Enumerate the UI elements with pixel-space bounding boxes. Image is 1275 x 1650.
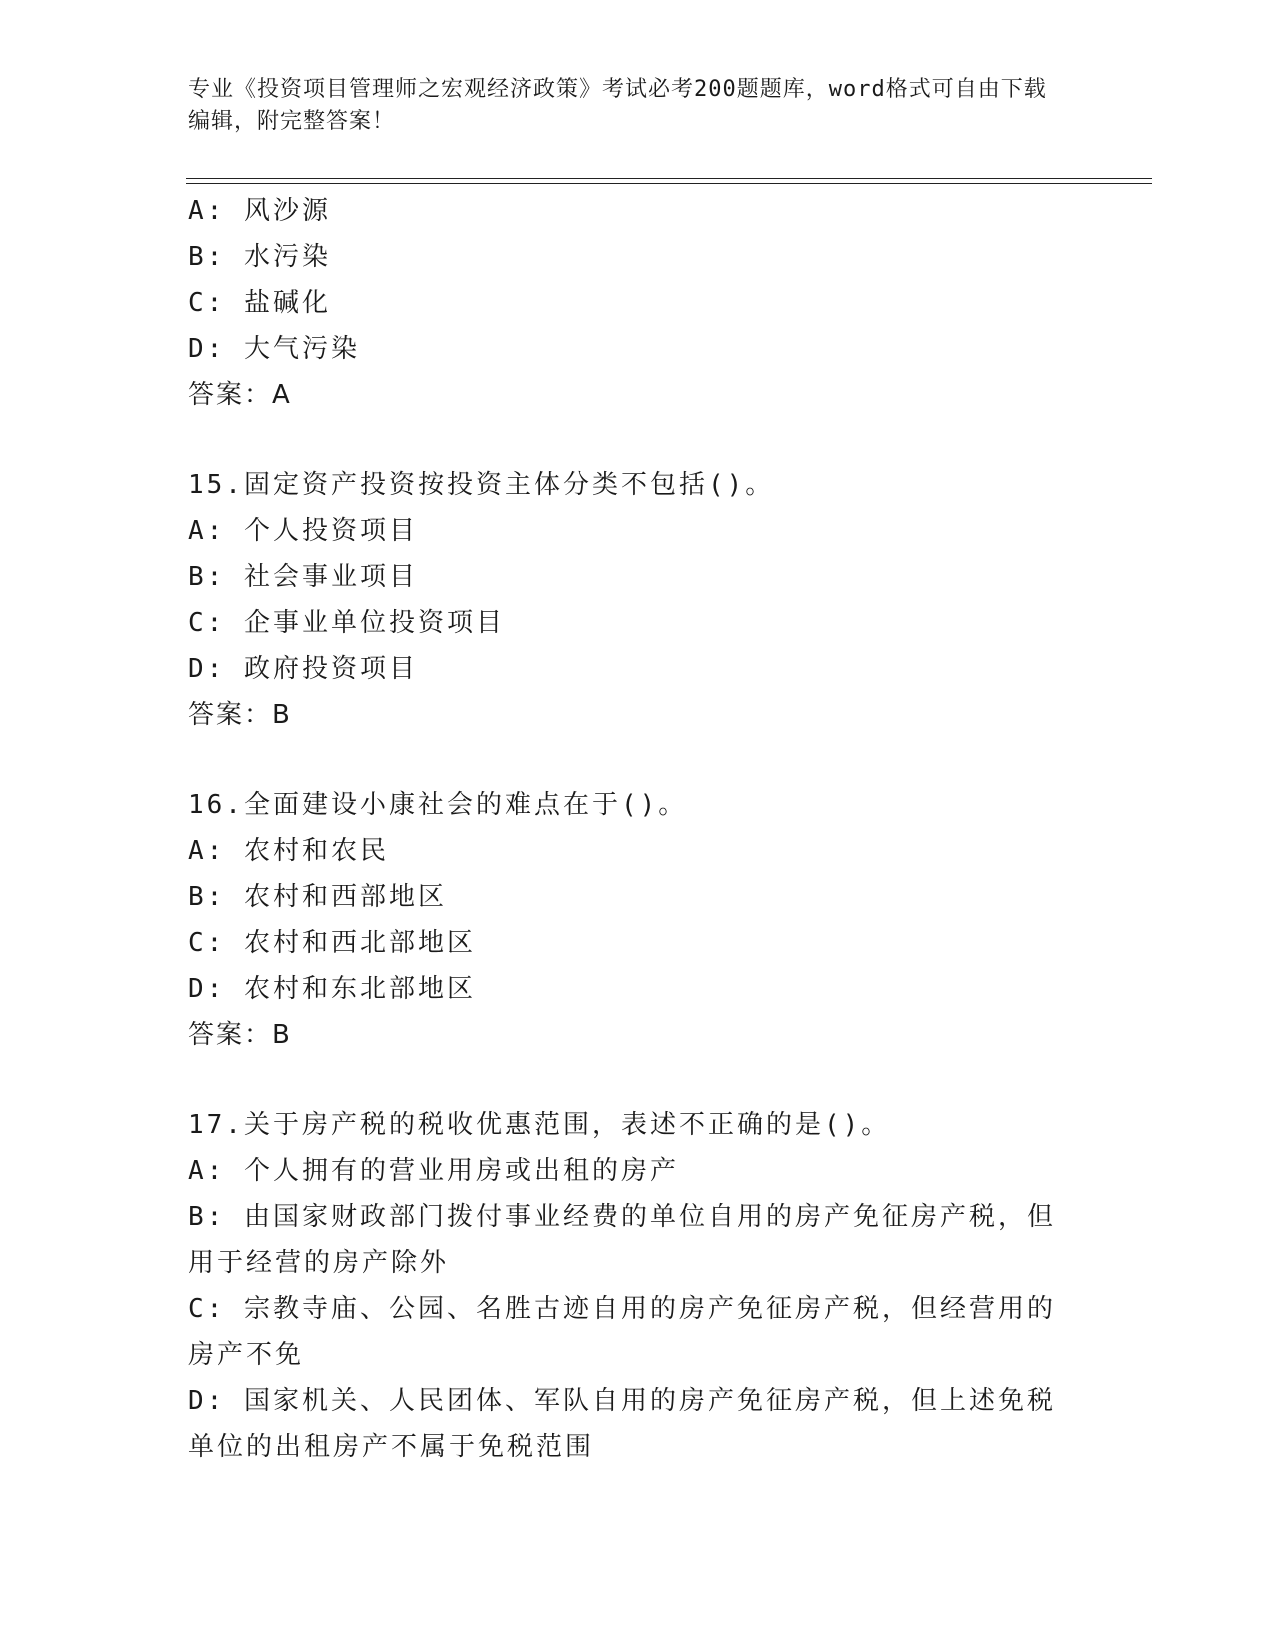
- option-b: B: 水污染: [188, 242, 331, 272]
- spacer: [188, 418, 1088, 462]
- option-d: D: 农村和东北部地区: [188, 974, 476, 1004]
- question-stem: 17.关于房产税的税收优惠范围，表述不正确的是()。: [188, 1110, 891, 1140]
- spacer: [188, 738, 1088, 782]
- question-list: [188, 188, 1088, 1470]
- option-d: D: 大气污染: [188, 334, 360, 364]
- option-b: B: 社会事业项目: [188, 562, 418, 592]
- option-b: B: 由国家财政部门拨付事业经费的单位自用的房产免征房产税，但用于经营的房产除外: [188, 1202, 1056, 1278]
- question-16: [188, 782, 1088, 1058]
- header-rule-bottom: [186, 183, 1152, 184]
- answer: 答案：A: [188, 380, 292, 410]
- option-b: B: 农村和西部地区: [188, 882, 447, 912]
- option-a: A: 农村和农民: [188, 836, 389, 866]
- question-15: [188, 462, 1088, 738]
- document-header: 专业《投资项目管理师之宏观经济政策》考试必考200题题库，word格式可自由下载编辑，附完整答案！: [188, 77, 1047, 134]
- option-d: D: 政府投资项目: [188, 654, 418, 684]
- option-c: C: 盐碱化: [188, 288, 331, 318]
- question-17: [188, 1102, 1088, 1470]
- option-c: C: 农村和西北部地区: [188, 928, 476, 958]
- question-stem: 15.固定资产投资按投资主体分类不包括()。: [188, 470, 775, 500]
- option-a: A: 风沙源: [188, 196, 331, 226]
- question-stem: 16.全面建设小康社会的难点在于()。: [188, 790, 688, 820]
- spacer: [188, 1058, 1088, 1102]
- option-c: C: 企事业单位投资项目: [188, 608, 505, 638]
- question-14: [188, 188, 1088, 418]
- option-d: D: 国家机关、人民团体、军队自用的房产免征房产税，但上述免税单位的出租房产不属于免税范围: [188, 1386, 1056, 1462]
- answer: 答案：B: [188, 700, 292, 730]
- option-a: A: 个人拥有的营业用房或出租的房产: [188, 1156, 679, 1186]
- option-a: A: 个人投资项目: [188, 516, 418, 546]
- answer: 答案：B: [188, 1020, 292, 1050]
- option-c: C: 宗教寺庙、公园、名胜古迹自用的房产免征房产税，但经营用的房产不免: [188, 1294, 1056, 1370]
- header-rule-top: [186, 178, 1152, 179]
